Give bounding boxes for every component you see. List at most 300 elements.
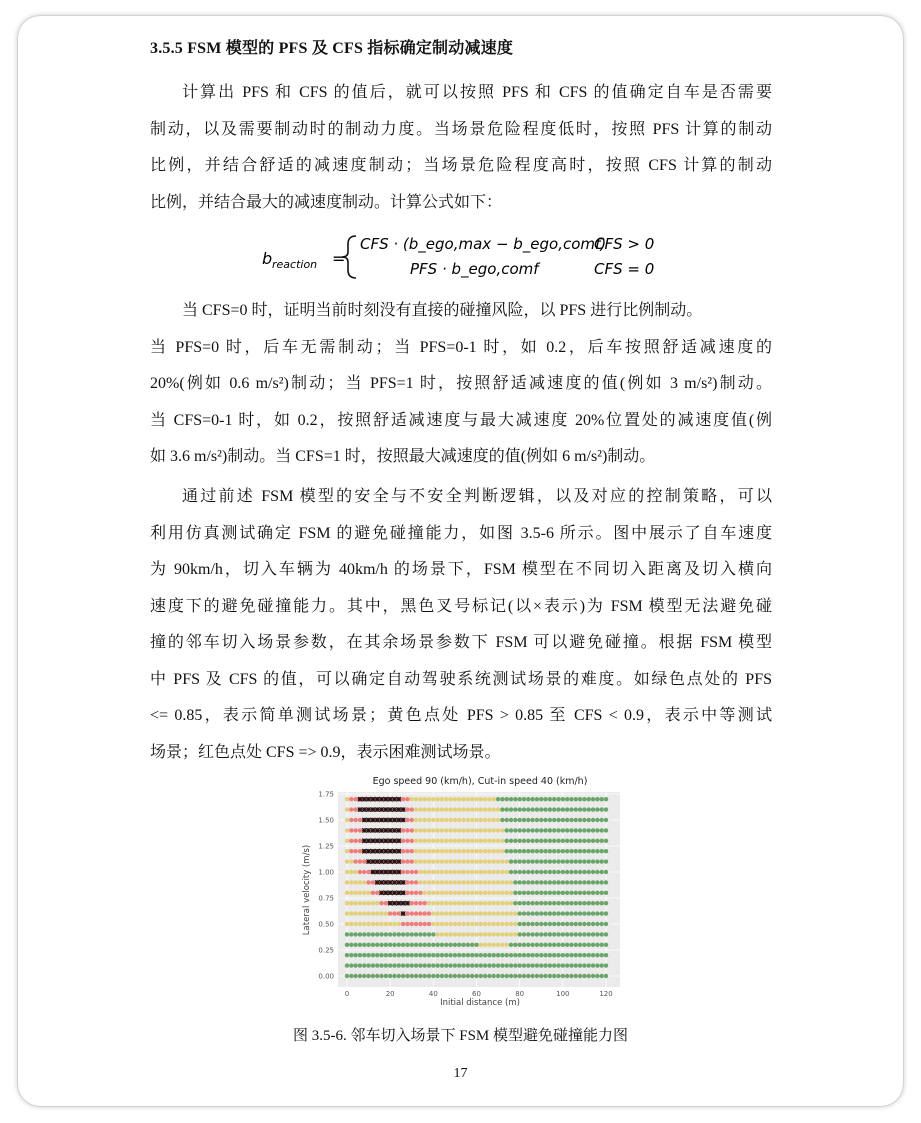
scatter-point: [604, 828, 608, 832]
scatter-point: [440, 797, 444, 801]
scatter-point: [565, 839, 569, 843]
scatter-point: [513, 974, 517, 978]
scatter-point: [561, 839, 565, 843]
scatter-point: [353, 839, 357, 843]
scatter-point: [444, 880, 448, 884]
scatter-point: [405, 974, 409, 978]
scatter-point: [522, 974, 526, 978]
scatter-point: [483, 859, 487, 863]
scatter-point: [483, 891, 487, 895]
scatter-point: [431, 891, 435, 895]
scatter-point: [599, 922, 603, 926]
scatter-point: [466, 901, 470, 905]
scatter-point: [500, 797, 504, 801]
scatter-point: [345, 932, 349, 936]
formula-equals: =: [332, 249, 346, 268]
scatter-point: [423, 891, 427, 895]
scatter-point: [578, 859, 582, 863]
scatter-point: [574, 859, 578, 863]
scatter-point: [543, 974, 547, 978]
scatter-point: [552, 870, 556, 874]
scatter-point: [405, 932, 409, 936]
scatter-point: [349, 943, 353, 947]
scatter-point: [591, 911, 595, 915]
scatter-point: [517, 849, 521, 853]
scatter-point: [561, 911, 565, 915]
scatter-point: [353, 891, 357, 895]
scatter-point: [349, 870, 353, 874]
scatter-point: [358, 953, 362, 957]
scatter-point: [530, 859, 534, 863]
scatter-point: [418, 932, 422, 936]
scatter-point: [565, 963, 569, 967]
scatter-point: [448, 870, 452, 874]
scatter-point: [500, 828, 504, 832]
scatter-point: [414, 797, 418, 801]
scatter-point: [453, 922, 457, 926]
scatter-point: [517, 911, 521, 915]
scatter-point: [479, 828, 483, 832]
scatter-point: [548, 901, 552, 905]
scatter-point: [535, 901, 539, 905]
scatter-point: [604, 880, 608, 884]
text-line: 当 PFS=0 时，后车无需制动；当 PFS=0-1 时，如 0.2，后车按照舒适减速度的: [150, 338, 772, 356]
scatter-point: [371, 974, 375, 978]
scatter-point: [530, 839, 534, 843]
scatter-point: [574, 870, 578, 874]
scatter-point: [444, 807, 448, 811]
scatter-point: [565, 953, 569, 957]
scatter-point: [466, 911, 470, 915]
scatter-point: [366, 953, 370, 957]
scatter-point: [349, 932, 353, 936]
scatter-point: [500, 880, 504, 884]
scatter-point: [543, 818, 547, 822]
scatter-point: [470, 911, 474, 915]
scatter-point: [345, 839, 349, 843]
scatter-point: [578, 974, 582, 978]
scatter-point: [543, 859, 547, 863]
text-line: 通过前述 FSM 模型的安全与不安全判断逻辑，以及对应的控制策略，可以: [182, 488, 772, 505]
scatter-point: [513, 870, 517, 874]
scatter-point: [384, 963, 388, 967]
text-line: 计算出 PFS 和 CFS 的值后，就可以按照 PFS 和 CFS 的值确定自车是否需要: [182, 84, 772, 101]
x-tick-label: 20: [385, 990, 395, 998]
scatter-point: [574, 880, 578, 884]
scatter-point: [410, 974, 414, 978]
scatter-point: [418, 880, 422, 884]
scatter-point: [483, 849, 487, 853]
scatter-point: [453, 859, 457, 863]
scatter-point: [526, 859, 530, 863]
scatter-point: [535, 891, 539, 895]
scatter-point: [513, 807, 517, 811]
scatter-point: [543, 891, 547, 895]
scatter-point: [522, 849, 526, 853]
scatter-point: [410, 807, 414, 811]
scatter-point: [423, 839, 427, 843]
scatter-point: [582, 943, 586, 947]
scatter-point: [548, 963, 552, 967]
scatter-point: [431, 932, 435, 936]
scatter-point: [548, 859, 552, 863]
scatter-point: [366, 932, 370, 936]
scatter-point: [574, 943, 578, 947]
scatter-point: [466, 943, 470, 947]
scatter-point: [470, 922, 474, 926]
scatter-point: [526, 932, 530, 936]
scatter-point: [595, 797, 599, 801]
scatter-point: [578, 932, 582, 936]
scatter-point: [565, 828, 569, 832]
scatter-point: [539, 974, 543, 978]
scatter-point: [492, 953, 496, 957]
scatter-point: [561, 859, 565, 863]
scatter-point: [440, 963, 444, 967]
cut-in-scatter-chart: [296, 772, 626, 1012]
scatter-point: [418, 974, 422, 978]
scatter-point: [582, 974, 586, 978]
scatter-point: [604, 953, 608, 957]
scatter-point: [414, 818, 418, 822]
scatter-point: [530, 943, 534, 947]
scatter-point: [362, 911, 366, 915]
scatter-point: [414, 974, 418, 978]
scatter-point: [397, 943, 401, 947]
scatter-point: [401, 828, 405, 832]
scatter-point: [578, 807, 582, 811]
scatter-point: [556, 807, 560, 811]
scatter-point: [457, 963, 461, 967]
scatter-point: [423, 974, 427, 978]
scatter-point: [543, 849, 547, 853]
scatter-point: [474, 828, 478, 832]
scatter-point: [423, 807, 427, 811]
scatter-point: [505, 943, 509, 947]
scatter-point: [453, 963, 457, 967]
scatter-point: [543, 839, 547, 843]
scatter-point: [461, 859, 465, 863]
scatter-point: [574, 839, 578, 843]
scatter-point: [353, 807, 357, 811]
text-line: 利用仿真测试确定 FSM 的避免碰撞能力，如图 3.5-6 所示。图中展示了自车速度: [150, 524, 772, 542]
scatter-point: [453, 943, 457, 947]
scatter-point: [522, 891, 526, 895]
scatter-point: [578, 849, 582, 853]
scatter-point: [595, 891, 599, 895]
scatter-point: [496, 880, 500, 884]
scatter-point: [479, 943, 483, 947]
scatter-point: [427, 797, 431, 801]
scatter-point: [509, 839, 513, 843]
scatter-point: [526, 880, 530, 884]
scatter-point: [569, 963, 573, 967]
scatter-point: [539, 797, 543, 801]
scatter-point: [561, 818, 565, 822]
scatter-point: [509, 870, 513, 874]
scatter-point: [496, 932, 500, 936]
scatter-point: [587, 932, 591, 936]
scatter-point: [509, 974, 513, 978]
scatter-point: [539, 859, 543, 863]
scatter-point: [470, 974, 474, 978]
scatter-point: [587, 797, 591, 801]
scatter-point: [444, 849, 448, 853]
scatter-point: [362, 901, 366, 905]
scatter-point: [496, 807, 500, 811]
scatter-point: [405, 870, 409, 874]
text-line: <= 0.85，表示简单测试场景；黄色点处 PFS > 0.85 至 CFS < 0.9，表示中等测试: [150, 707, 772, 724]
scatter-point: [440, 839, 444, 843]
scatter-point: [587, 974, 591, 978]
scatter-point: [517, 891, 521, 895]
scatter-point: [574, 891, 578, 895]
scatter-point: [509, 943, 513, 947]
scatter-point: [543, 922, 547, 926]
scatter-point: [423, 849, 427, 853]
scatter-point: [414, 807, 418, 811]
scatter-point: [358, 880, 362, 884]
scatter-point: [362, 922, 366, 926]
scatter-point: [410, 870, 414, 874]
y-tick-label: 0.50: [318, 920, 334, 929]
scatter-point: [582, 807, 586, 811]
scatter-point: [457, 839, 461, 843]
scatter-point: [423, 922, 427, 926]
scatter-point: [366, 943, 370, 947]
scatter-point: [444, 911, 448, 915]
scatter-point: [440, 943, 444, 947]
scatter-point: [358, 839, 362, 843]
scatter-point: [548, 943, 552, 947]
scatter-point: [397, 932, 401, 936]
scatter-point: [587, 922, 591, 926]
scatter-point: [505, 870, 509, 874]
scatter-point: [492, 818, 496, 822]
scatter-point: [444, 828, 448, 832]
scatter-point: [509, 859, 513, 863]
scatter-point: [574, 963, 578, 967]
scatter-point: [500, 901, 504, 905]
scatter-point: [474, 922, 478, 926]
scatter-point: [401, 797, 405, 801]
scatter-point: [526, 891, 530, 895]
scatter-point: [358, 911, 362, 915]
scatter-point: [353, 849, 357, 853]
scatter-point: [496, 901, 500, 905]
scatter-point: [448, 859, 452, 863]
scatter-point: [487, 870, 491, 874]
scatter-point: [479, 901, 483, 905]
scatter-point: [539, 901, 543, 905]
scatter-point: [556, 963, 560, 967]
scatter-point: [435, 953, 439, 957]
scatter-point: [569, 859, 573, 863]
scatter-point: [569, 922, 573, 926]
scatter-point: [345, 849, 349, 853]
scatter-point: [539, 818, 543, 822]
scatter-point: [505, 963, 509, 967]
scatter-point: [526, 870, 530, 874]
scatter-point: [500, 859, 504, 863]
scatter-point: [457, 891, 461, 895]
scatter-point: [392, 974, 396, 978]
scatter-point: [522, 911, 526, 915]
scatter-point: [569, 870, 573, 874]
scatter-point: [604, 818, 608, 822]
scatter-point: [414, 839, 418, 843]
scatter-point: [522, 922, 526, 926]
scatter-point: [371, 953, 375, 957]
scatter-point: [517, 797, 521, 801]
scatter-point: [431, 953, 435, 957]
scatter-point: [578, 901, 582, 905]
scatter-point: [496, 849, 500, 853]
scatter-point: [435, 943, 439, 947]
scatter-point: [440, 818, 444, 822]
scatter-point: [500, 818, 504, 822]
scatter-point: [530, 828, 534, 832]
scatter-point: [440, 891, 444, 895]
scatter-point: [431, 911, 435, 915]
scatter-point: [582, 922, 586, 926]
scatter-point: [565, 901, 569, 905]
scatter-point: [539, 963, 543, 967]
scatter-point: [509, 953, 513, 957]
scatter-point: [474, 963, 478, 967]
scatter-point: [599, 849, 603, 853]
scatter-point: [366, 880, 370, 884]
scatter-point: [384, 911, 388, 915]
scatter-point: [492, 859, 496, 863]
scatter-point: [483, 963, 487, 967]
scatter-point: [595, 911, 599, 915]
scatter-point: [552, 974, 556, 978]
scatter-point: [543, 953, 547, 957]
scatter-point: [578, 797, 582, 801]
scatter-point: [591, 828, 595, 832]
formula-row1-condition: CFS > 0: [594, 235, 655, 253]
scatter-point: [530, 870, 534, 874]
scatter-point: [509, 880, 513, 884]
scatter-point: [397, 974, 401, 978]
scatter-point: [578, 922, 582, 926]
scatter-point: [595, 943, 599, 947]
scatter-point: [539, 891, 543, 895]
scatter-point: [384, 932, 388, 936]
scatter-point: [457, 807, 461, 811]
scatter-point: [392, 943, 396, 947]
scatter-point: [479, 807, 483, 811]
scatter-point: [362, 870, 366, 874]
scatter-point: [500, 963, 504, 967]
scatter-point: [448, 932, 452, 936]
scatter-point: [582, 859, 586, 863]
scatter-point: [552, 797, 556, 801]
scatter-point: [423, 828, 427, 832]
scatter-point: [505, 922, 509, 926]
scatter-point: [444, 870, 448, 874]
scatter-point: [513, 839, 517, 843]
scatter-point: [466, 839, 470, 843]
scatter-point: [548, 922, 552, 926]
scatter-point: [418, 828, 422, 832]
scatter-point: [435, 807, 439, 811]
scatter-point: [405, 953, 409, 957]
scatter-point: [358, 901, 362, 905]
scatter-point: [418, 943, 422, 947]
scatter-point: [591, 922, 595, 926]
scatter-point: [556, 849, 560, 853]
scatter-point: [599, 943, 603, 947]
scatter-point: [427, 828, 431, 832]
paragraph-2: [150, 293, 772, 476]
scatter-point: [582, 828, 586, 832]
scatter-point: [552, 922, 556, 926]
scatter-point: [423, 797, 427, 801]
text-line: 制动，以及需要制动时的制动力度。当场景危险程度低时，按照 PFS 计算的制动: [150, 120, 772, 138]
scatter-point: [487, 963, 491, 967]
scatter-point: [522, 880, 526, 884]
scatter-point: [526, 797, 530, 801]
scatter-point: [505, 859, 509, 863]
scatter-point: [591, 932, 595, 936]
scatter-point: [453, 953, 457, 957]
scatter-point: [574, 849, 578, 853]
scatter-point: [418, 797, 422, 801]
scatter-point: [505, 839, 509, 843]
y-tick-label: 0.75: [318, 894, 334, 903]
scatter-point: [349, 880, 353, 884]
scatter-point: [492, 943, 496, 947]
scatter-point: [470, 849, 474, 853]
scatter-point: [500, 922, 504, 926]
scatter-point: [561, 891, 565, 895]
scatter-point: [405, 859, 409, 863]
scatter-point: [591, 891, 595, 895]
x-tick-label: 0: [344, 990, 350, 998]
scatter-point: [457, 943, 461, 947]
scatter-point: [371, 911, 375, 915]
scatter-point: [569, 953, 573, 957]
scatter-point: [431, 797, 435, 801]
scatter-point: [384, 922, 388, 926]
scatter-point: [587, 818, 591, 822]
scatter-point: [496, 828, 500, 832]
scatter-point: [410, 943, 414, 947]
scatter-point: [379, 932, 383, 936]
scatter-point: [526, 974, 530, 978]
scatter-point: [358, 818, 362, 822]
scatter-point: [353, 932, 357, 936]
scatter-point: [578, 943, 582, 947]
formula-lhs: b: [262, 249, 273, 268]
scatter-point: [535, 932, 539, 936]
scatter-point: [461, 891, 465, 895]
scatter-point: [371, 922, 375, 926]
scatter-point: [435, 828, 439, 832]
scatter-point: [500, 953, 504, 957]
scatter-point: [483, 880, 487, 884]
scatter-point: [375, 922, 379, 926]
scatter-point: [349, 797, 353, 801]
scatter-point: [500, 839, 504, 843]
scatter-point: [500, 849, 504, 853]
scatter-point: [388, 911, 392, 915]
scatter-point: [345, 859, 349, 863]
scatter-point: [483, 797, 487, 801]
scatter-point: [522, 963, 526, 967]
